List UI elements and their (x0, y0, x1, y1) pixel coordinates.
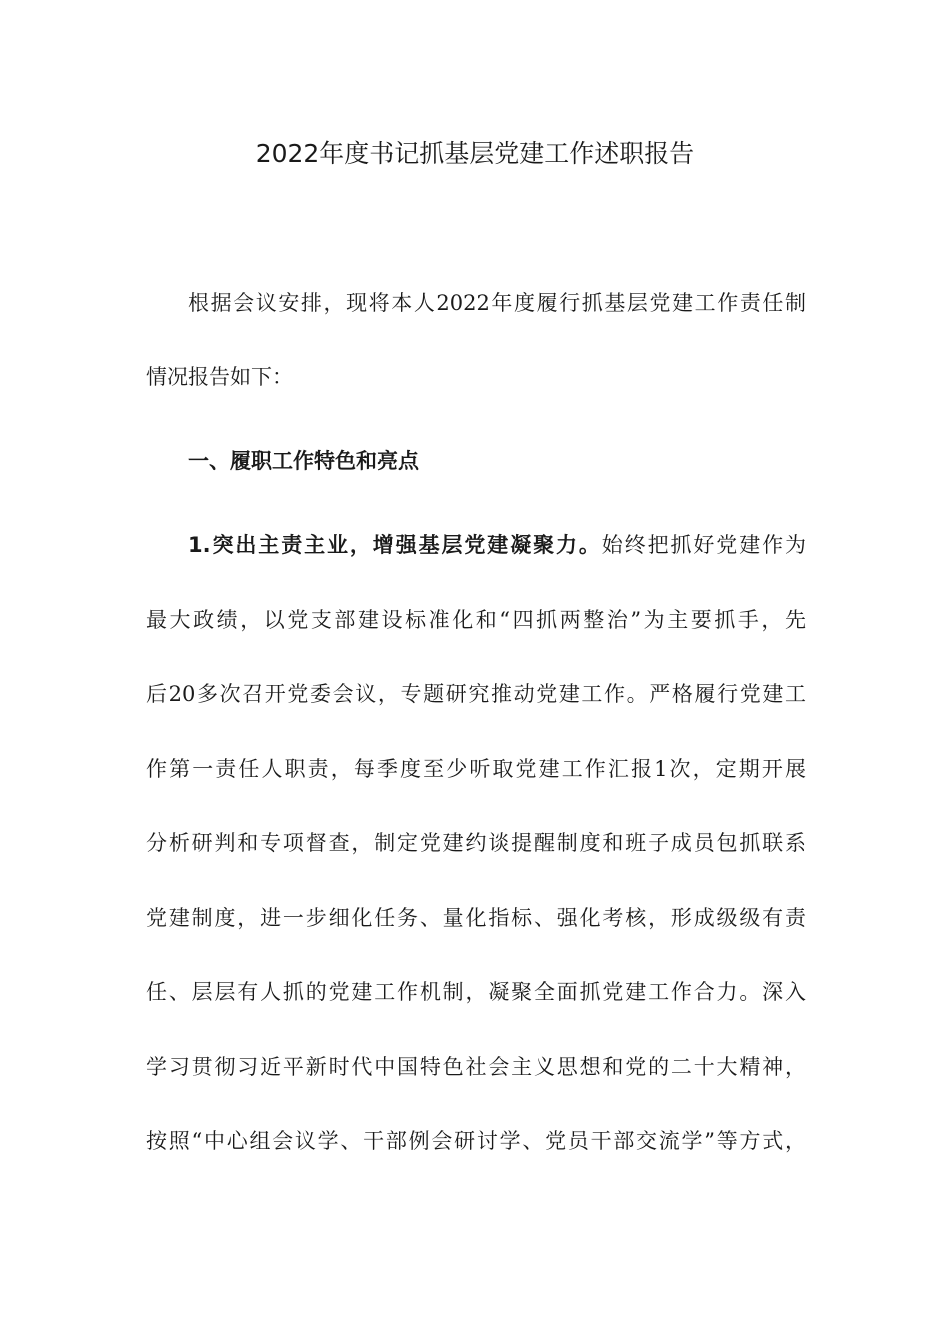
document-title: 2022年度书记抓基层党建工作述职报告 (255, 139, 695, 168)
paragraph-1-lead-rest: 始终把抓好党建作为 (601, 533, 806, 557)
paragraph-1-line-6: 党建制度，进一步细化任务、量化指标、强化考核，形成级级有责 (146, 906, 806, 930)
paragraph-1-line-8: 学习贯彻习近平新时代中国特色社会主义思想和党的二十大精神， (146, 1055, 806, 1079)
intro-line-2: 情况报告如下： (146, 365, 293, 389)
paragraph-1-line-5: 分析研判和专项督查，制定党建约谈提醒制度和班子成员包抓联系 (146, 831, 806, 855)
paragraph-1-lead-bold: 1.突出主责主业，增强基层党建凝聚力。 (188, 533, 602, 557)
paragraph-1-line-9: 按照“中心组会议学、干部例会研讨学、党员干部交流学”等方式， (146, 1129, 806, 1153)
paragraph-1-line-4: 作第一责任人职责，每季度至少听取党建工作汇报1次，定期开展 (146, 757, 806, 781)
paragraph-1-line-2: 最大政绩，以党支部建设标准化和“四抓两整治”为主要抓手，先 (146, 608, 806, 632)
paragraph-1-line-7: 任、层层有人抓的党建工作机制，凝聚全面抓党建工作合力。深入 (146, 980, 806, 1004)
intro-line-1: 根据会议安排，现将本人2022年度履行抓基层党建工作责任制 (188, 291, 806, 315)
section-heading-1: 一、履职工作特色和亮点 (188, 449, 419, 473)
paragraph-1-line-1 (188, 527, 806, 563)
paragraph-1-line-3: 后20多次召开党委会议，专题研究推动党建工作。严格履行党建工 (146, 682, 806, 706)
